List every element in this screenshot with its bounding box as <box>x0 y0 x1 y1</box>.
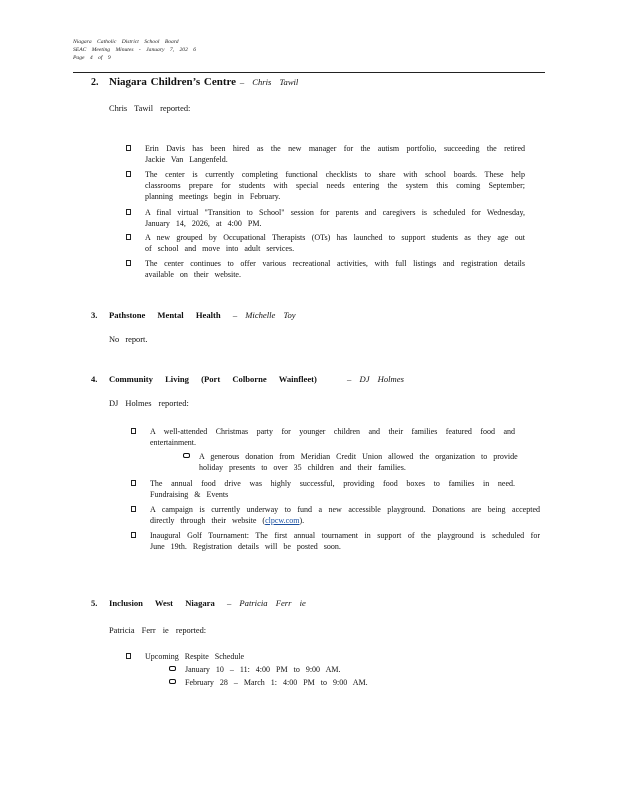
section-lead: DJ Holmes reported: <box>109 399 189 408</box>
square-bullet-icon <box>131 428 136 434</box>
bullet-text: A campaign is currently underway to fund a new accessible playground. Donations are being accepted directly through their website ( <box>150 505 540 525</box>
section-title-text: Inclusion West Niagara <box>109 598 215 608</box>
section-lead: No report. <box>109 335 148 344</box>
square-bullet-icon <box>126 260 131 266</box>
section-title <box>109 310 296 320</box>
header-board-name: Niagara Catholic District School Board <box>73 39 179 45</box>
circle-bullet-icon <box>169 666 176 671</box>
bullet-text: The center continues to offer various recreational activities, with full listings and registration details available on their website. <box>145 259 525 279</box>
square-bullet-icon <box>126 145 131 151</box>
document-header <box>73 38 196 62</box>
bullet-text: The annual food drive was highly successful, providing food boxes to families in need. Fundraising & Events <box>150 479 515 499</box>
section-title-text: Pathstone Mental Health <box>109 310 221 320</box>
header-divider <box>73 72 545 73</box>
square-bullet-icon <box>131 532 136 538</box>
sub-bullet-text: January 10 – 11: 4:00 PM to 9:00 AM. <box>185 665 341 674</box>
bullet-text-end: ). <box>299 516 305 525</box>
bullet-text: A well-attended Christmas party for younger children and their families featured food and entertainment. <box>150 427 515 447</box>
section-lead: Chris Tawil reported: <box>109 104 191 113</box>
sub-bullet-text: A generous donation from Meridian Credit Union allowed the organization to provide holiday presents to over 35 children and their families. <box>199 452 518 472</box>
section-title <box>109 374 404 384</box>
section-number: 2. <box>91 77 99 88</box>
square-bullet-icon <box>126 209 131 215</box>
section-number: 3. <box>91 310 98 320</box>
section-title-text: Niagara Children’s Centre <box>109 76 237 88</box>
header-meeting-title: SEAC Meeting Minutes - January 7, 202 6 <box>73 47 197 53</box>
bullet-text-with-link <box>150 504 540 526</box>
section-presenter: – DJ Holmes <box>347 374 404 384</box>
square-bullet-icon <box>131 480 136 486</box>
section-presenter: – Michelle Toy <box>232 310 296 320</box>
circle-bullet-icon <box>169 679 176 684</box>
bullet-text: Upcoming Respite Schedule <box>145 652 245 661</box>
header-page-number: Page 4 of 9 <box>73 55 111 61</box>
section-title <box>109 76 298 88</box>
website-link[interactable]: clpcw.com <box>265 516 300 525</box>
bullet-text: The center is currently completing functional checklists to share with school boards. These help classrooms prepare for students with special needs entering the system this coming September; planning meetings begin in February. <box>145 170 525 201</box>
section-number: 5. <box>91 598 98 608</box>
square-bullet-icon <box>131 506 136 512</box>
section-presenter: – Patricia Ferr ie <box>226 598 306 608</box>
section-title <box>109 598 306 608</box>
section-title-text: Community Living (Port Colborne Wainfleet) <box>109 374 317 384</box>
bullet-text: A new grouped by Occupational Therapists (OTs) has launched to support students as they age out of school and move into adult services. <box>145 233 525 253</box>
section-presenter: – Chris Tawil <box>239 77 299 87</box>
bullet-text: Erin Davis has been hired as the new manager for the autism portfolio, succeeding the retired Jackie Van Langenfeld. <box>145 144 525 164</box>
square-bullet-icon <box>126 234 131 240</box>
bullet-text: Inaugural Golf Tournament: The first annual tournament in support of the playground is scheduled for June 19th. Registration details will be posted soon. <box>150 531 540 551</box>
section-number: 4. <box>91 374 98 384</box>
bullet-text: A final virtual "Transition to School" session for parents and caregivers is scheduled for Wednesday, January 14, 2026, at 4:00 PM. <box>145 208 525 228</box>
section-lead: Patricia Ferr ie reported: <box>109 626 207 635</box>
circle-bullet-icon <box>183 453 190 458</box>
square-bullet-icon <box>126 171 131 177</box>
sub-bullet-text: February 28 – March 1: 4:00 PM to 9:00 AM. <box>185 678 368 687</box>
square-bullet-icon <box>126 653 131 659</box>
